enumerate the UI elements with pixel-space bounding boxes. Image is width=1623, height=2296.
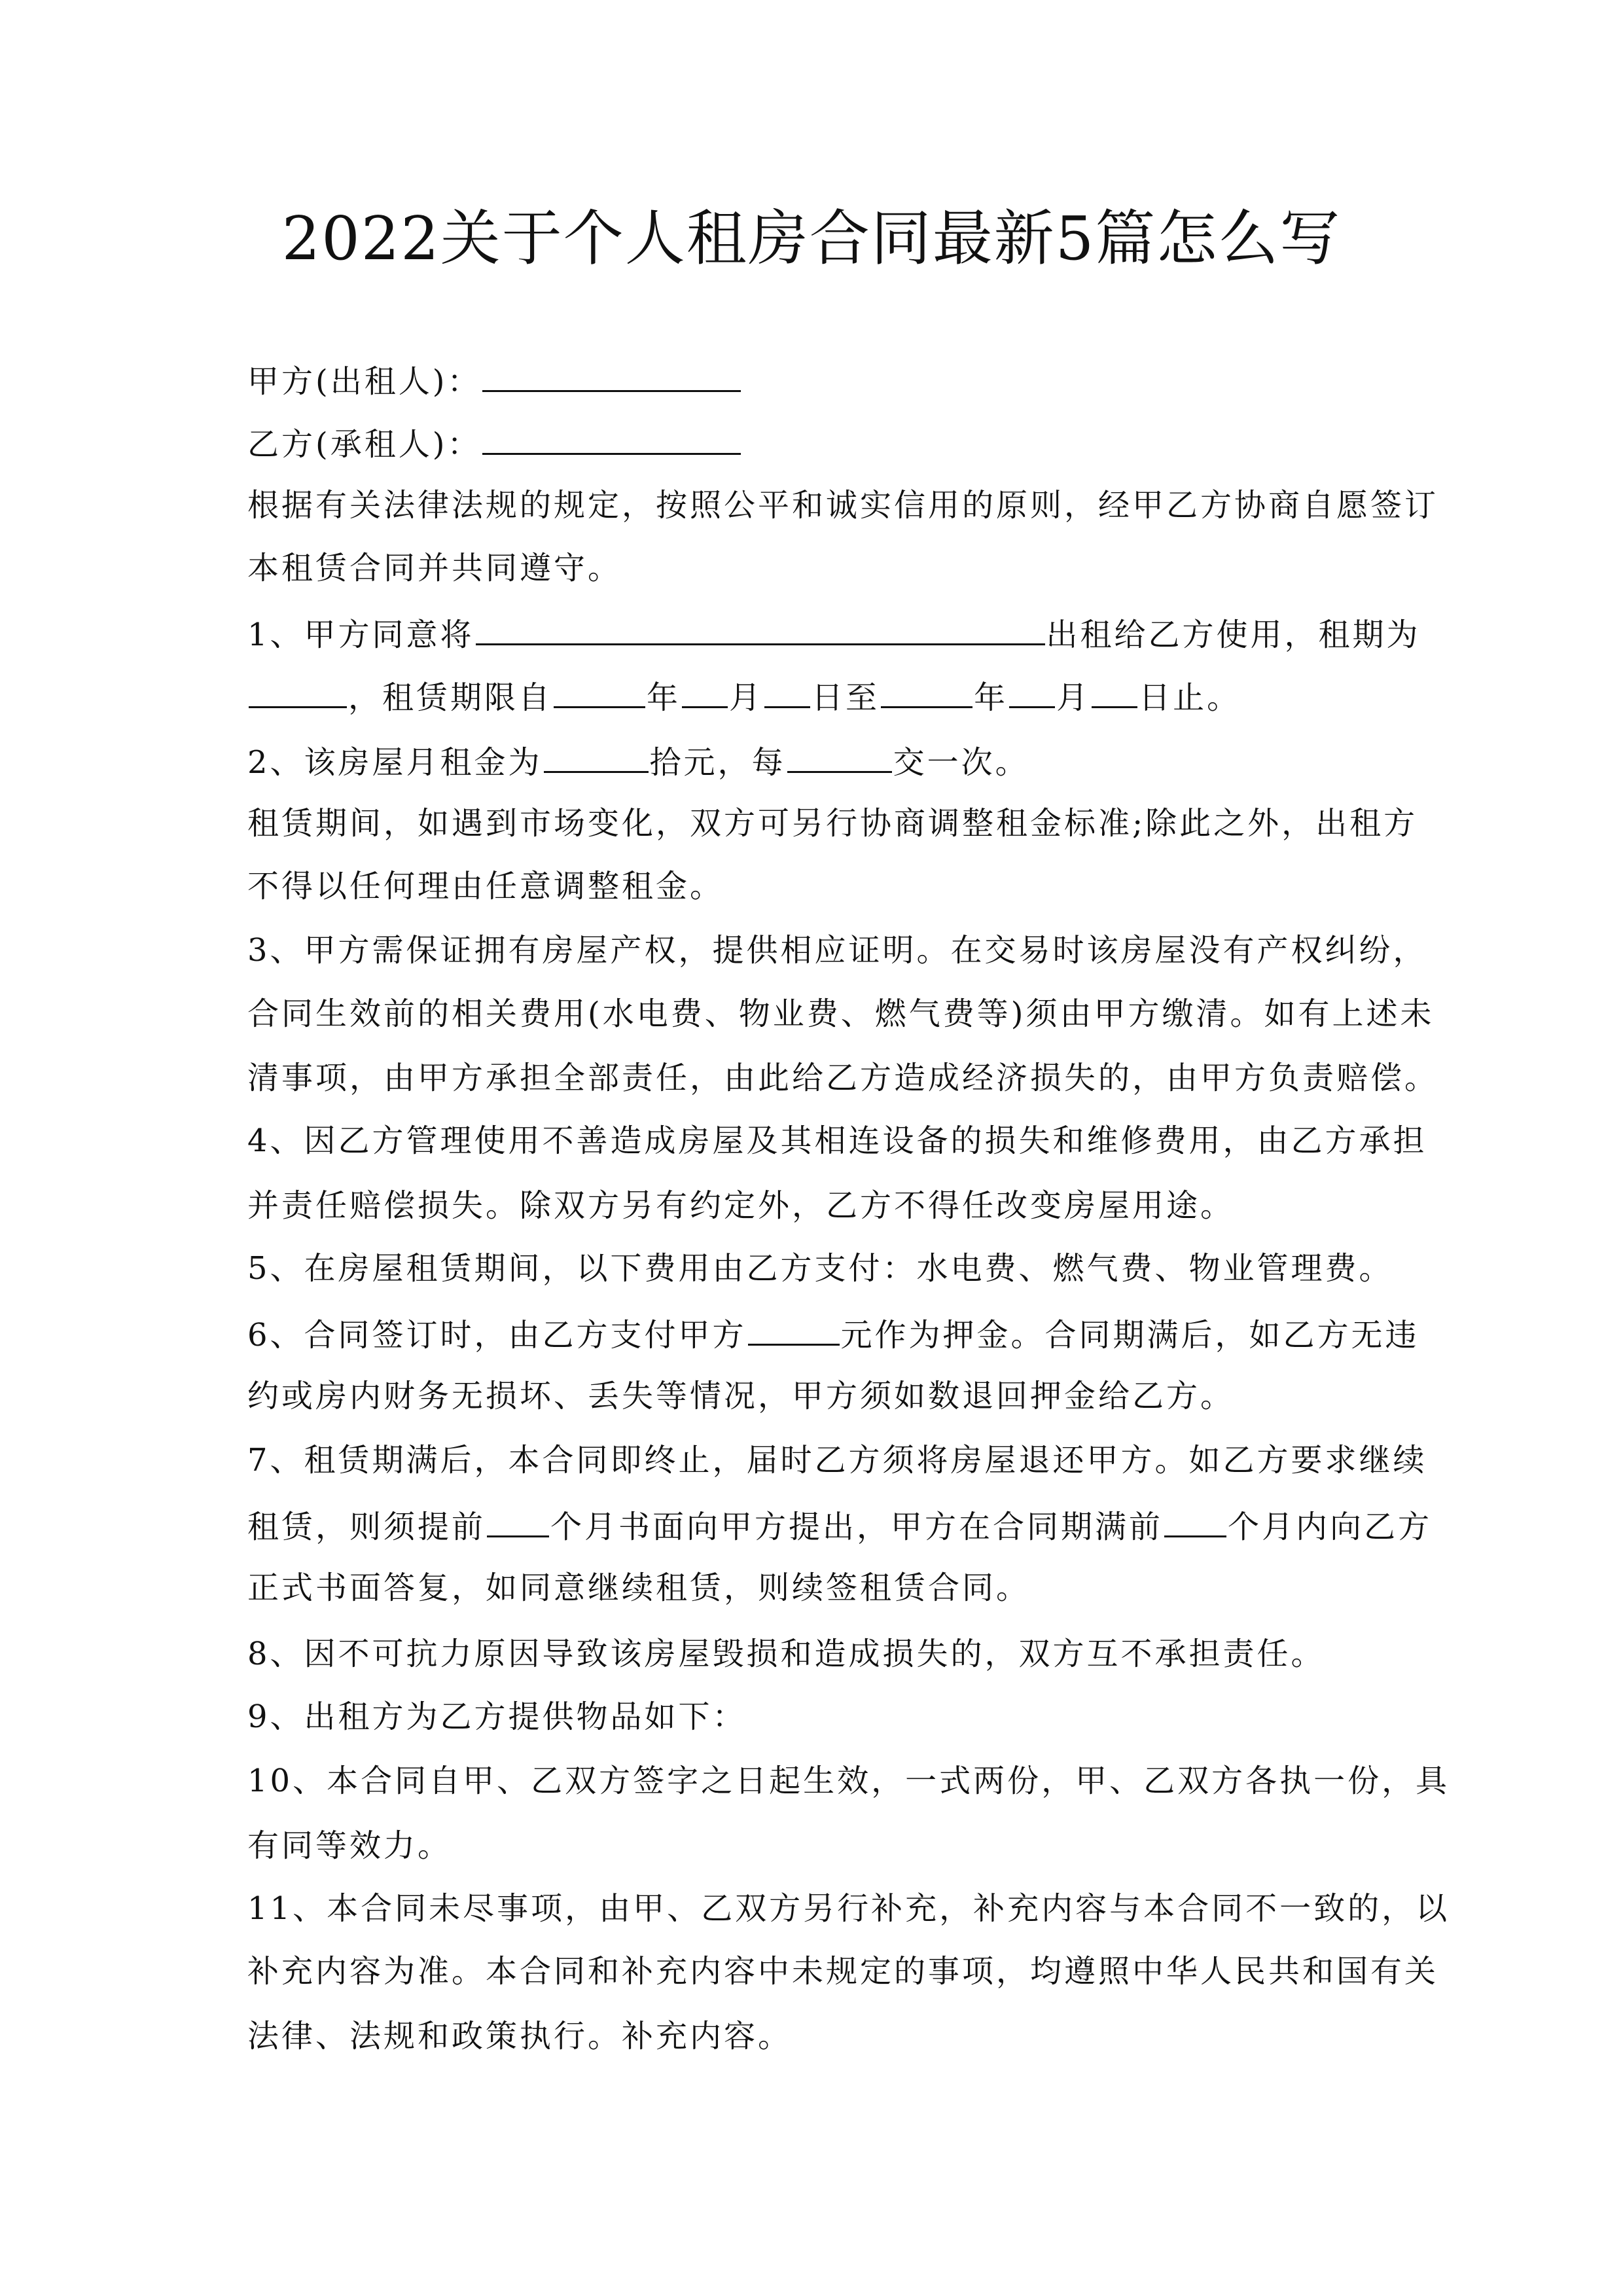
clause-text: 6、合同签订时，由乙方支付甲方 xyxy=(247,1317,747,1354)
clause-11-line-3: 法律、法规和政策执行。补充内容。 xyxy=(247,2018,793,2054)
party-a-blank[interactable] xyxy=(482,359,741,392)
clause-text: 交一次。 xyxy=(893,744,1029,781)
clause-10-line-1: 10、本合同自甲、乙双方签字之日起生效，一式两份，甲、乙双方各执一份，具 xyxy=(247,1763,1450,1799)
property-address-blank[interactable] xyxy=(476,612,1045,645)
clause-3-line-1: 3、甲方需保证拥有房屋产权，提供相应证明。在交易时该房屋没有产权纠纷， xyxy=(247,932,1427,969)
reply-months-blank[interactable] xyxy=(1164,1504,1226,1537)
end-month-blank[interactable] xyxy=(1009,675,1055,708)
clause-7-line-2 xyxy=(247,1504,1432,1548)
clause-9-line-1: 9、出租方为乙方提供物品如下： xyxy=(247,1698,747,1735)
clause-text: 个月内向乙方 xyxy=(1228,1509,1433,1545)
start-year-blank[interactable] xyxy=(554,675,645,708)
clause-4-line-2: 并责任赔偿损失。除双方另有约定外，乙方不得任改变房屋用途。 xyxy=(247,1187,1235,1224)
clause-7-line-3: 正式书面答复，如同意继续租赁，则续签租赁合同。 xyxy=(247,1570,1031,1606)
renewal-notice-months-blank[interactable] xyxy=(487,1504,549,1537)
deposit-blank[interactable] xyxy=(748,1312,840,1346)
clause-text: 年 xyxy=(647,679,681,716)
party-a-label: 甲方(出租人)： xyxy=(247,363,482,400)
clause-text: 年 xyxy=(974,679,1008,716)
document-title: 2022关于个人租房合同最新5篇怎么写 xyxy=(281,204,1342,274)
intro-line-1: 根据有关法律法规的规定，按照公平和诚实信用的原则，经甲乙方协商自愿签订 xyxy=(247,487,1439,524)
party-b-blank[interactable] xyxy=(482,422,741,455)
party-a-line xyxy=(247,359,742,403)
clause-7-line-1: 7、租赁期满后，本合同即终止，届时乙方须将房屋退还甲方。如乙方要求继续 xyxy=(247,1442,1427,1479)
intro-line-2: 本租赁合同并共同遵守。 xyxy=(247,550,622,586)
clause-5-line-1: 5、在房屋租赁期间，以下费用由乙方支付：水电费、燃气费、物业管理费。 xyxy=(247,1250,1393,1287)
clause-4-line-1: 4、因乙方管理使用不善造成房屋及其相连设备的损失和维修费用，由乙方承担 xyxy=(247,1122,1427,1159)
clause-text: ，租赁期限自 xyxy=(348,679,553,716)
clause-text: 1、甲方同意将 xyxy=(247,617,474,653)
clause-text: 2、该房屋月租金为 xyxy=(247,744,543,781)
payment-period-blank[interactable] xyxy=(787,740,892,773)
lease-term-blank[interactable] xyxy=(249,675,347,708)
clause-text: 月 xyxy=(1056,679,1091,716)
clause-text: 月 xyxy=(729,679,764,716)
clause-text: 日止。 xyxy=(1139,679,1241,716)
clause-text: 元作为押金。合同期满后，如乙方无违 xyxy=(840,1317,1419,1354)
clause-2-line-3: 不得以任何理由任意调整租金。 xyxy=(247,868,724,905)
clause-11-line-1: 11、本合同未尽事项，由甲、乙双方另行补充，补充内容与本合同不一致的，以 xyxy=(247,1890,1450,1927)
clause-10-line-2: 有同等效力。 xyxy=(247,1827,452,1864)
clause-text: 出租给乙方使用，租期为 xyxy=(1046,617,1421,653)
clause-2-line-1 xyxy=(247,740,1029,783)
party-b-label: 乙方(承租人)： xyxy=(247,426,482,463)
clause-1-line-1 xyxy=(247,612,1421,656)
clause-3-line-2: 合同生效前的相关费用(水电费、物业费、燃气费等)须由甲方缴清。如有上述未 xyxy=(247,996,1435,1032)
end-year-blank[interactable] xyxy=(881,675,972,708)
clause-1-line-2 xyxy=(247,675,1241,719)
clause-3-line-3: 清事项，由甲方承担全部责任，由此给乙方造成经济损失的，由甲方负责赔偿。 xyxy=(247,1060,1439,1096)
start-month-blank[interactable] xyxy=(682,675,728,708)
clause-text: 拾元，每 xyxy=(649,744,786,781)
clause-8-line-1: 8、因不可抗力原因导致该房屋毁损和造成损失的，双方互不承担责任。 xyxy=(247,1636,1325,1672)
party-b-line xyxy=(247,422,742,465)
clause-text: 日至 xyxy=(812,679,880,716)
clause-6-line-2: 约或房内财务无损坏、丢失等情况，甲方须如数退回押金给乙方。 xyxy=(247,1378,1235,1414)
start-day-blank[interactable] xyxy=(764,675,810,708)
clause-6-line-1 xyxy=(247,1312,1419,1356)
monthly-rent-blank[interactable] xyxy=(544,740,649,773)
end-day-blank[interactable] xyxy=(1092,675,1137,708)
clause-text: 租赁，则须提前 xyxy=(247,1509,486,1545)
clause-2-line-2: 租赁期间，如遇到市场变化，双方可另行协商调整租金标准;除此之外，出租方 xyxy=(247,805,1418,842)
clause-11-line-2: 补充内容为准。本合同和补充内容中未规定的事项，均遵照中华人民共和国有关 xyxy=(247,1953,1439,1990)
clause-text: 个月书面向甲方提出，甲方在合同期满前 xyxy=(550,1509,1164,1545)
